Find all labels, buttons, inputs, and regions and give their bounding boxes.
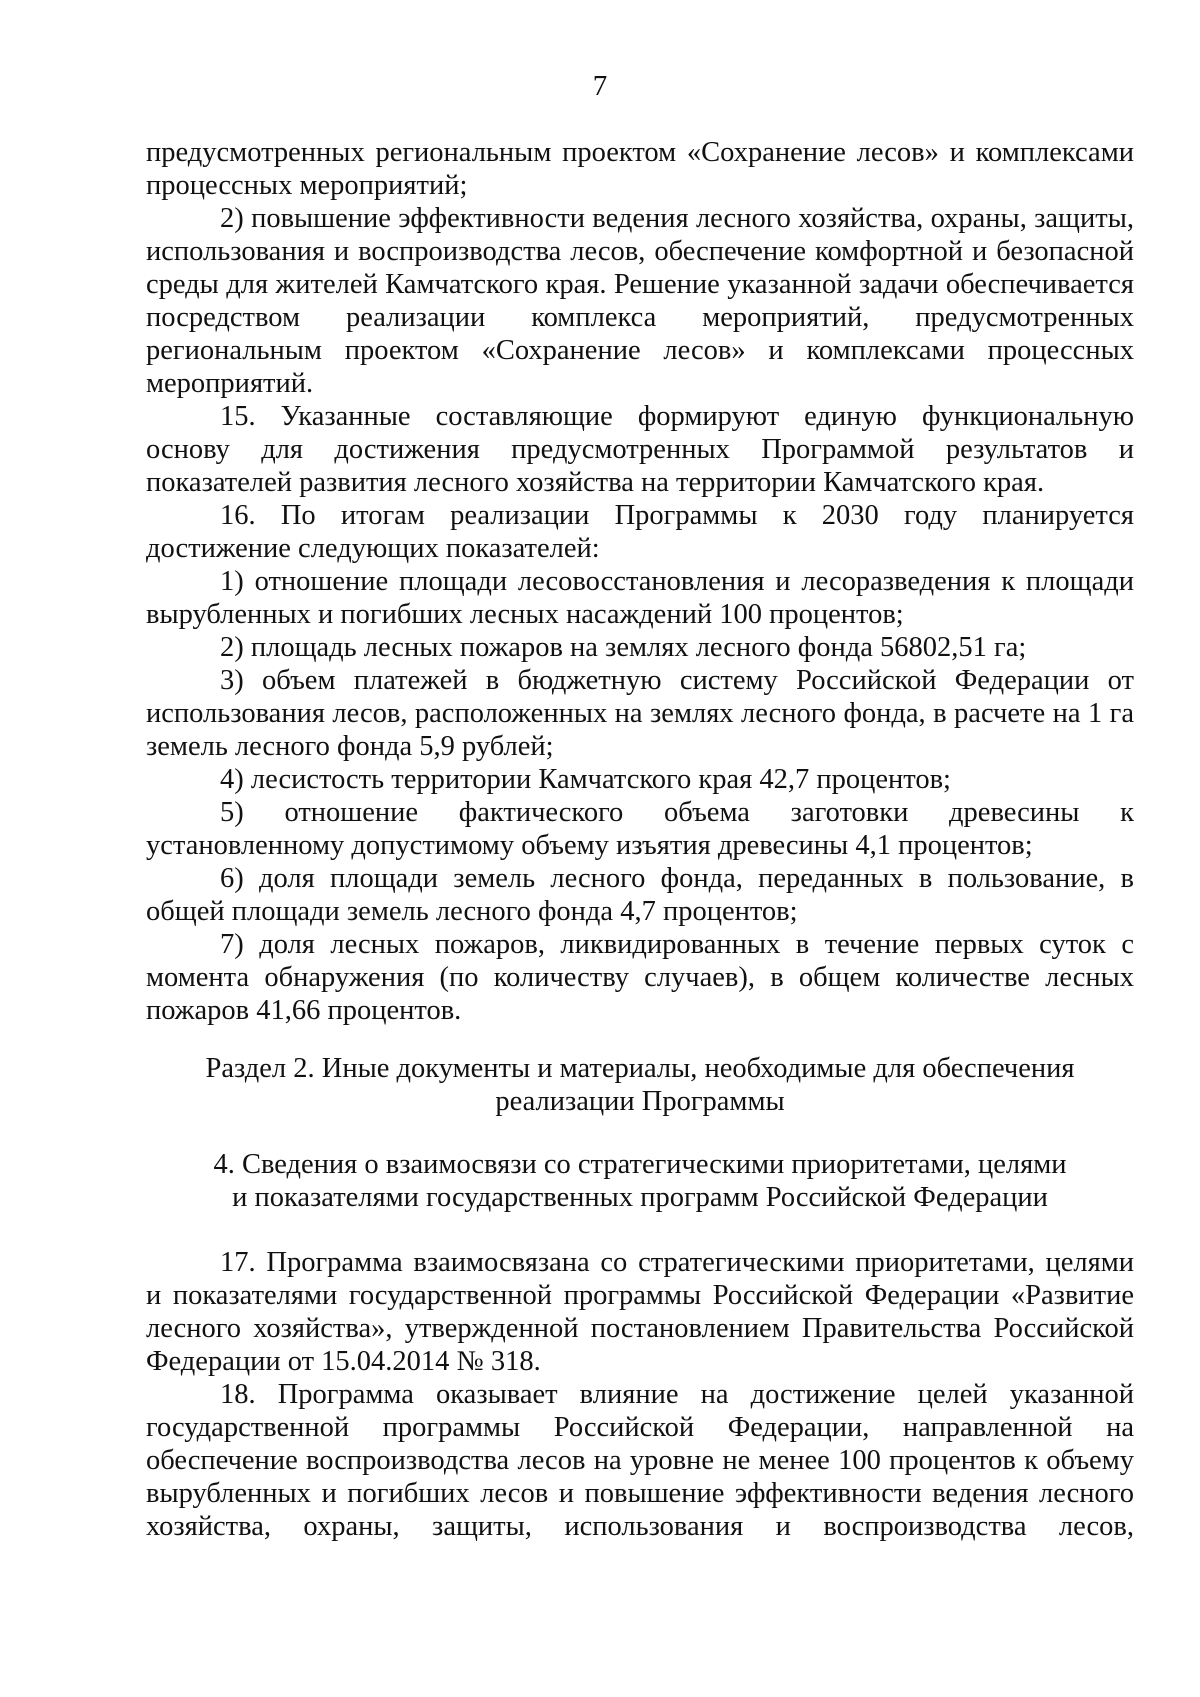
indicator-5: 5) отношение фактического объема заготовки древесины к установленному допустимому объему изъятия древесины 4,1 процентов; (146, 797, 1134, 861)
paragraph-18: 18. Программа оказывает влияние на достижение целей указанной государственной программы Российской Федерации, направленной на обеспечение воспроизводства лесов на уровне не менее 100 процентов к объему вырубленных и погибших лесов и повышение эффективности ведения лесного хозяйства, охраны, защиты, использования и воспроизводства лесов, (146, 1379, 1134, 1542)
indicator-7: 7) доля лесных пожаров, ликвидированных в течение первых суток с момента обнаружения (по количеству случаев), в общем количестве лесных пожаров 41,66 процентов. (146, 929, 1134, 1026)
paragraph-16: 16. По итогам реализации Программы к 2030 году планируется достижение следующих показателей: (146, 500, 1134, 564)
text-block-1 (146, 136, 1134, 1027)
page-number: 7 (592, 70, 608, 102)
indicator-4: 4) лесистость территории Камчатского края 42,7 процентов; (220, 764, 951, 795)
subsection-heading (146, 1148, 1134, 1214)
text-block-2 (146, 1246, 1134, 1543)
list-item-2: 2) повышение эффективности ведения лесного хозяйства, охраны, защиты, использования и воспроизводства лесов, обеспечение комфортной и безопасной среды для жителей Камчатского края. Решение указанной задачи обеспечивается посредством реализации комплекса мероприятий, предусмотренных региональным проектом «Сохранение лесов» и комплексами процессных мероприятий. (146, 203, 1134, 399)
section-heading-line-1: Раздел 2. Иные документы и материалы, необходимые для обеспечения (205, 1053, 1075, 1084)
indicator-2: 2) площадь лесных пожаров на землях лесного фонда 56802,51 га; (220, 632, 1027, 663)
paragraph-continuation: предусмотренных региональным проектом «Сохранение лесов» и комплексами процессных мероприятий; (146, 137, 1134, 201)
paragraph-15: 15. Указанные составляющие формируют единую функциональную основу для достижения предусмотренных Программой результатов и показателей развития лесного хозяйства на территории Камчатского края. (146, 401, 1134, 498)
subsection-heading-line-1: 4. Сведения о взаимосвязи со стратегическими приоритетами, целями (213, 1149, 1067, 1180)
paragraph-17: 17. Программа взаимосвязана со стратегическими приоритетами, целями и показателями государственной программы Российской Федерации «Развитие лесного хозяйства», утвержденной постановлением Правительства Российской Федерации от 15.04.2014 № 318. (146, 1247, 1134, 1377)
indicator-6: 6) доля площади земель лесного фонда, переданных в пользование, в общей площади земель лесного фонда 4,7 процентов; (146, 863, 1134, 927)
indicator-3: 3) объем платежей в бюджетную систему Российской Федерации от использования лесов, расположенных на землях лесного фонда, в расчете на 1 га земель лесного фонда 5,9 рублей; (146, 665, 1134, 762)
section-heading (146, 1052, 1134, 1118)
section-heading-line-2: реализации Программы (495, 1086, 785, 1117)
indicator-1: 1) отношение площади лесовосстановления и лесоразведения к площади вырубленных и погибших лесных насаждений 100 процентов; (146, 566, 1134, 630)
subsection-heading-line-2: и показателями государственных программ Российской Федерации (232, 1182, 1048, 1213)
